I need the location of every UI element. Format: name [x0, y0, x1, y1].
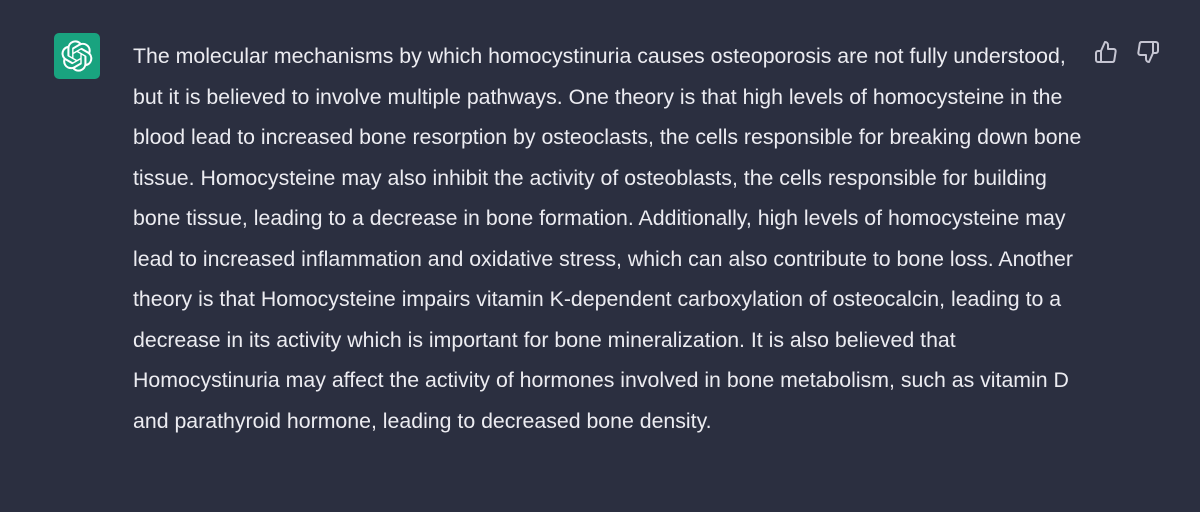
- feedback-buttons: [1092, 38, 1162, 66]
- thumbs-up-icon: [1094, 40, 1118, 64]
- thumbs-down-button[interactable]: [1134, 38, 1162, 66]
- thumbs-up-button[interactable]: [1092, 38, 1120, 66]
- assistant-message-text: [133, 36, 1093, 441]
- thumbs-down-icon: [1136, 40, 1160, 64]
- openai-logo-icon: [61, 40, 93, 72]
- assistant-avatar: [54, 33, 100, 79]
- message-paragraph: The molecular mechanisms by which homocystinuria causes osteoporosis are not fully understood, but it is believed to involve multiple pathways. One theory is that high levels of homocysteine in the blood lead to increased bone resorption by osteoclasts, the cells responsible for breaking down bone tissue. Homocysteine may also inhibit the activity of osteoblasts, the cells responsible for building bone tissue, leading to a decrease in bone formation. Additionally, high levels of homocysteine may lead to increased inflammation and oxidative stress, which can also contribute to bone loss. Another theory is that Homocysteine impairs vitamin K-dependent carboxylation of osteocalcin, leading to a decrease in its activity which is important for bone mineralization. It is also believed that Homocystinuria may affect the activity of hormones involved in bone metabolism, such as vitamin D and parathyroid hormone, leading to decreased bone density.: [133, 44, 1082, 433]
